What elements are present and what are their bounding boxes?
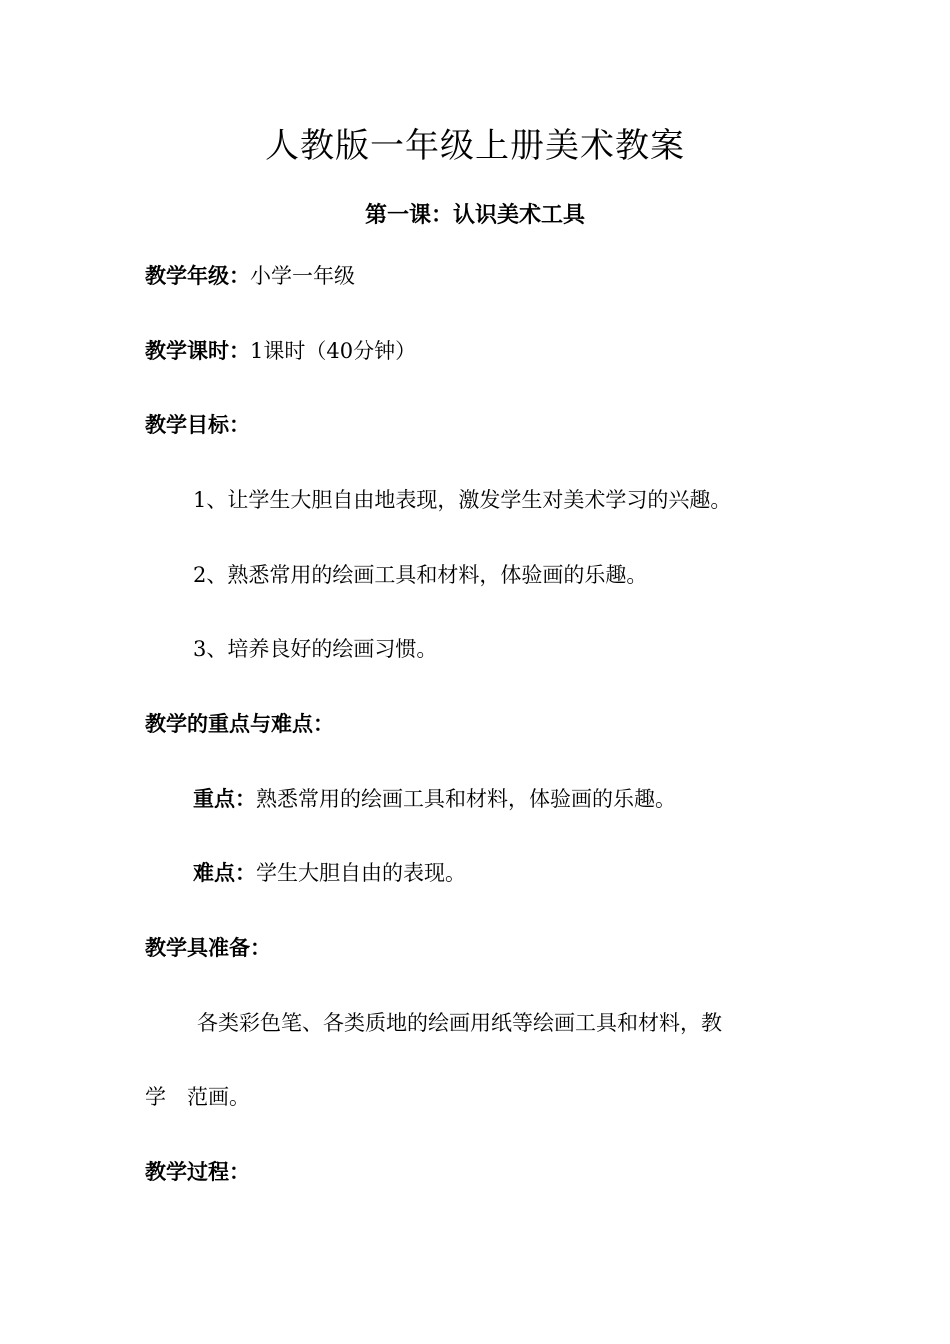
- key-points-heading: 教学的重点与难点：: [145, 711, 334, 736]
- materials-heading: 教学具准备：: [145, 935, 271, 960]
- goal-item-1: 1、让学生大胆自由地表现，激发学生对美术学习的兴趣。: [193, 488, 732, 512]
- difficulty-line: [193, 858, 466, 888]
- key-point-line: [193, 784, 676, 814]
- goal-item-3: 3、培养良好的绘画习惯。: [193, 637, 438, 661]
- process-heading: 教学过程：: [145, 1159, 250, 1184]
- difficulty-label: 难点：: [193, 860, 256, 885]
- lesson-title: 第一课：认识美术工具: [364, 202, 585, 228]
- grade-value: 小学一年级: [250, 264, 355, 288]
- document-title: 人教版一年级上册美术教案: [265, 126, 685, 166]
- hours-label: 教学课时：: [145, 338, 250, 363]
- materials-line-2: 学 范画。: [145, 1085, 250, 1109]
- key-point-value: 熟悉常用的绘画工具和材料，体验画的乐趣。: [256, 787, 676, 811]
- hours-line: [145, 336, 416, 366]
- key-point-label: 重点：: [193, 786, 256, 811]
- hours-value: 1课时（40分钟）: [250, 339, 417, 363]
- materials-line-1: 各类彩色笔、各类质地的绘画用纸等绘画工具和材料，教: [197, 1011, 722, 1035]
- difficulty-value: 学生大胆自由的表现。: [256, 861, 466, 885]
- goal-item-2: 2、熟悉常用的绘画工具和材料，体验画的乐趣。: [193, 563, 648, 587]
- grade-label: 教学年级：: [145, 263, 250, 288]
- grade-line: [145, 261, 355, 291]
- goals-heading: 教学目标：: [145, 412, 250, 437]
